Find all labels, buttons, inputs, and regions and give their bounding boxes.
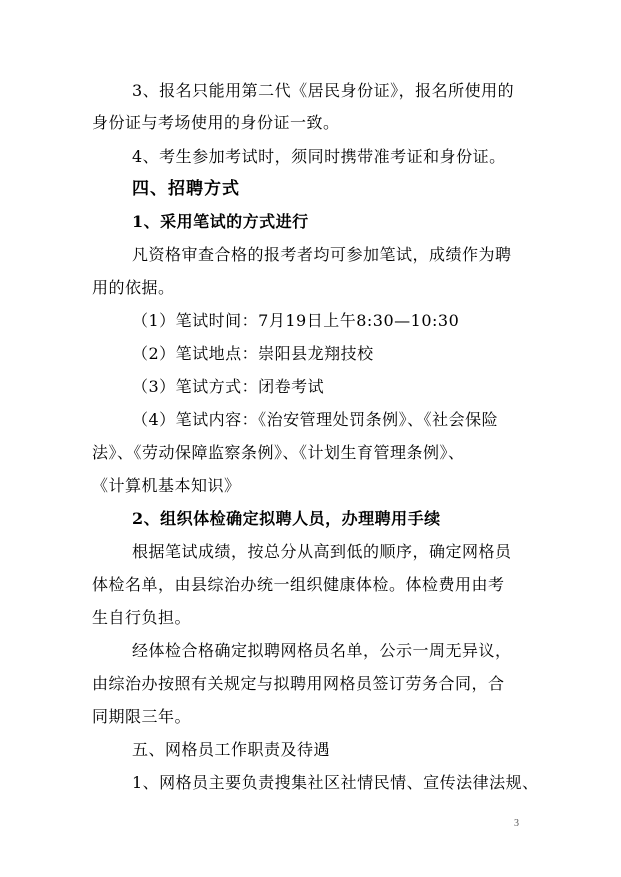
paragraph-line: 凡资格审查合格的报考者均可参加笔试，成绩作为聘 (132, 245, 512, 264)
paragraph-line: 3、报名只能用第二代《居民身份证》，报名所使用的 (132, 81, 515, 100)
list-item: （2）笔试地点：崇阳县龙翔技校 (132, 344, 374, 363)
subsection-heading: 1、采用笔试的方式进行 (132, 212, 309, 231)
page-number: 3 (514, 818, 519, 829)
list-item: （4）笔试内容：《治安管理处罚条例》、《社会保险 (132, 410, 499, 429)
list-item: （1）笔试时间：7月19日上午8:30—10:30 (132, 311, 460, 330)
section-heading: 五、网格员工作职责及待遇 (132, 740, 331, 759)
paragraph-line: 由综治办按照有关规定与拟聘用网格员签订劳务合同，合 (92, 674, 505, 693)
paragraph-line: 根据笔试成绩，按总分从高到低的顺序，确定网格员 (132, 542, 512, 561)
list-item: （3）笔试方式：闭卷考试 (132, 377, 325, 396)
paragraph-line: 4、考生参加考试时，须同时携带准考证和身份证。 (132, 147, 506, 166)
paragraph-line: 生自行负担。 (92, 608, 192, 627)
subsection-heading: 2、组织体检确定拟聘人员，办理聘用手续 (132, 509, 441, 528)
paragraph-line: 用的依据。 (92, 278, 175, 297)
paragraph-line: 体检名单，由县综治办统一组织健康体检。体检费用由考 (92, 575, 505, 594)
paragraph-line: 《计算机基本知识》 (92, 476, 241, 495)
paragraph-line: 身份证与考场使用的身份证一致。 (92, 113, 340, 132)
paragraph-line: 1、网格员主要负责搜集社区社情民情、宣传法律法规、 (132, 773, 539, 792)
section-heading: 四、招聘方式 (132, 179, 240, 199)
paragraph-line: 法》、《劳动保障监察条例》、《计划生育管理条例》、 (92, 443, 465, 462)
paragraph-line: 同期限三年。 (92, 707, 192, 726)
paragraph-line: 经体检合格确定拟聘网格员名单，公示一周无异议， (132, 641, 512, 660)
